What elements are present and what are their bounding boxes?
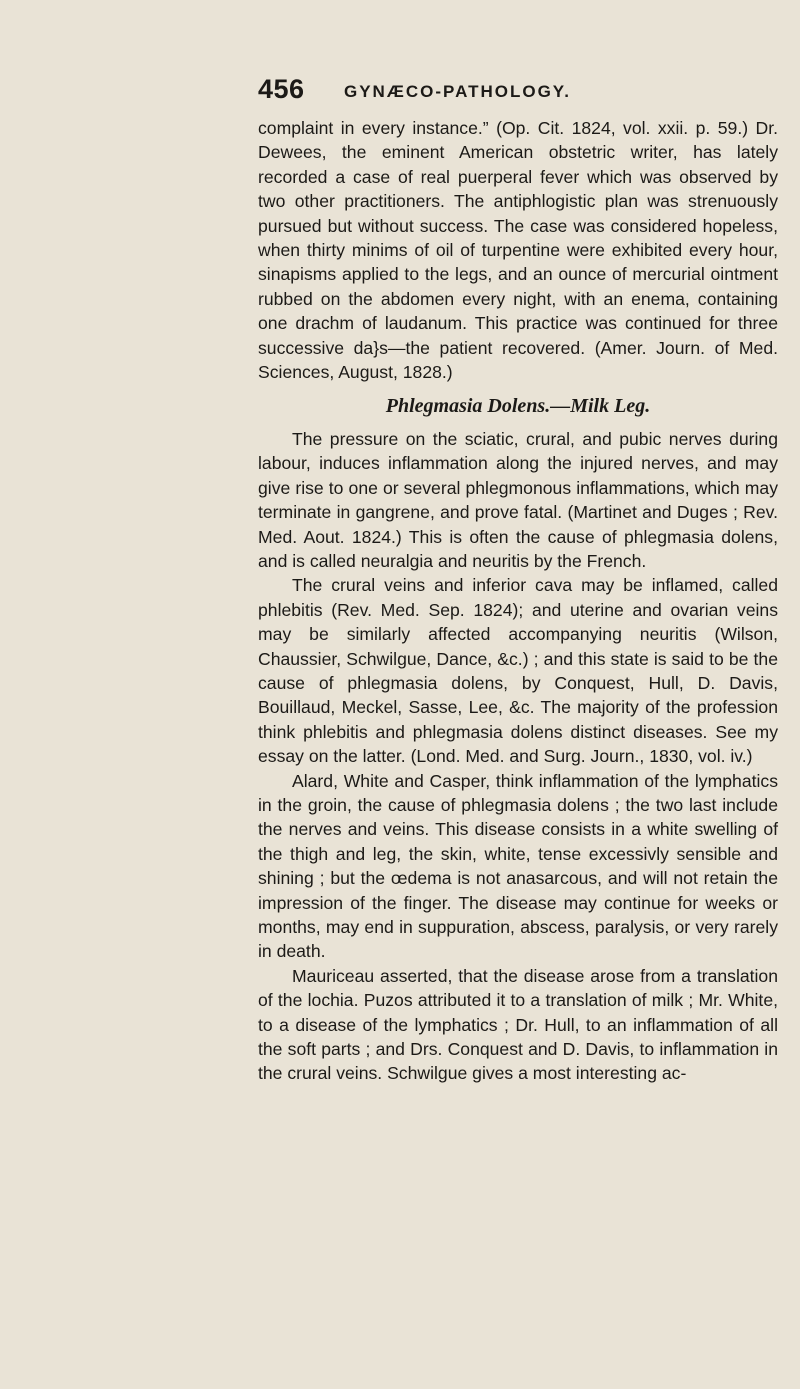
paragraph: The crural veins and inferior cava may be inflamed, called phlebitis (Rev. Med. Sep. 1824); and uterine and ovarian veins may be similarly affected accompanying neuritis (Wilson, Chaussier, Schwilgue, Dance, &c.) ; and this state is said to be the cause of phlegmasia dolens, by Conquest, Hull, D. Davis, Bouillaud, Meckel, Sasse, Lee, &c. The majority of the profession think phlebitis and phlegmasia dolens distinct diseases. See my essay on the latter. (Lond. Med. and Surg. Journ., 1830, vol. iv.) xyxy=(258,575,778,767)
paragraph: The pressure on the sciatic, crural, and pubic nerves during labour, induces inflammation along the injured nerves, and may give rise to one or several phlegmonous inflammations, which may terminate in gangrene, and prove fatal. (Martinet and Duges ; Rev. Med. Aout. 1824.) This is often the cause of phlegmasia dolens, and is called neuralgia and neuritis by the French. xyxy=(258,428,778,571)
paragraph: Mauriceau asserted, that the disease arose from a translation of the lochia. Puzos attributed it to a translation of milk ; Mr. White, to a disease of the lymphatics ; Dr. Hull, to an inflammation of all the soft parts ; and Drs. Conquest and D. Davis, to inflammation in the crural veins. Schwilgue gives a most interesting ac- xyxy=(258,965,778,1084)
section-heading: Phlegmasia Dolens.—Milk Leg. xyxy=(385,395,651,418)
body-text xyxy=(258,116,778,1086)
paragraph: Alard, White and Casper, think inflammation of the lymphatics in the groin, the cause of phlegmasia dolens ; the two last include the nerves and veins. This disease consists in a white swelling of the thigh and leg, the skin, white, tense excessivly sensible and shining ; but the œdema is not anasarcous, and will not retain the impression of the finger. The disease may continue for weeks or months, may end in suppuration, abscess, paralysis, or very rarely in death. xyxy=(258,770,778,962)
page-number: 456 xyxy=(258,74,305,104)
running-head xyxy=(258,74,798,114)
paragraph-continuation: complaint in every instance.” (Op. Cit. 1824, vol. xxii. p. 59.) Dr. Dewees, the eminent American obstetric writer, has lately recorded a case of real puerperal fever which was observed by two other practitioners. The antiphlogistic plan was strenuously pursued but without success. The case was considered hopeless, when thirty minims of oil of turpentine were exhibited every hour, sinapisms applied to the legs, and an ounce of mercurial ointment rubbed on the abdomen every night, with an enema, containing one drachm of laudanum. This practice was continued for three successive da}s—the patient recovered. (Amer. Journ. of Med. Sciences, August, 1828.) xyxy=(258,118,778,383)
running-title: GYNÆCO-PATHOLOGY. xyxy=(344,82,571,101)
